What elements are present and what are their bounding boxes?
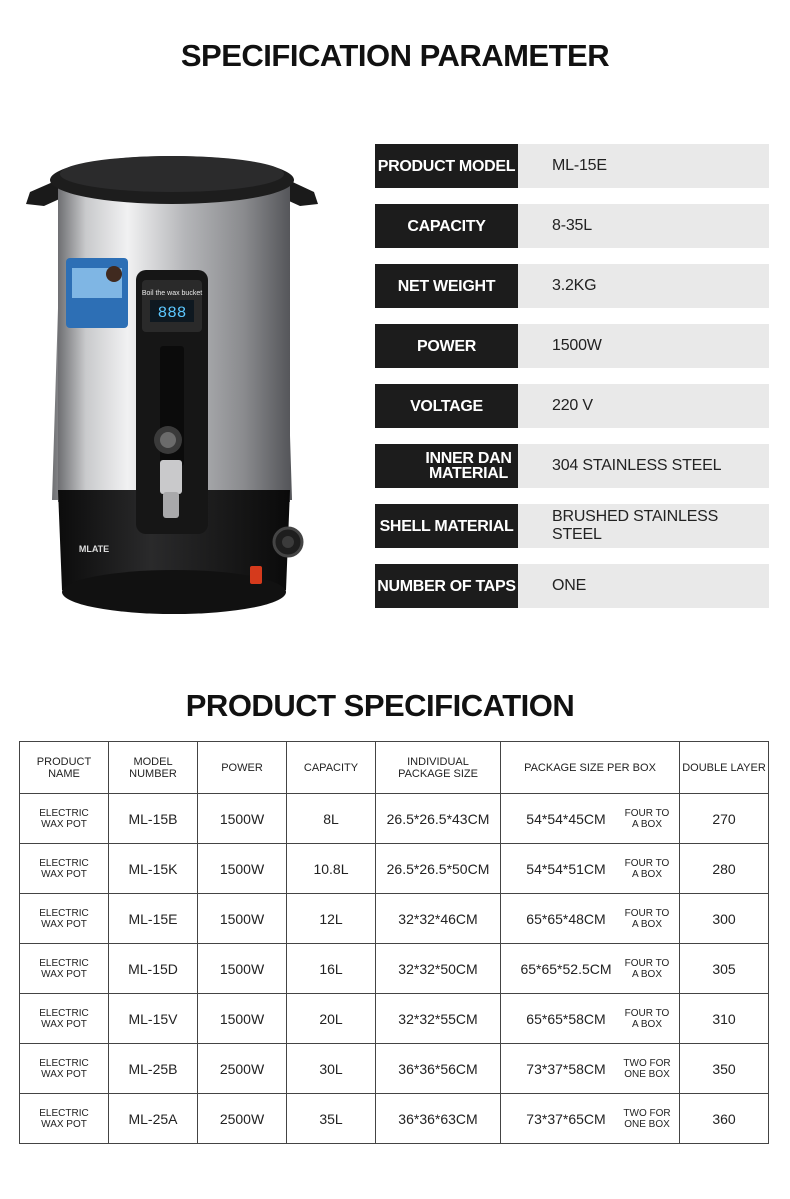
cell-product-name <box>20 894 109 944</box>
cell-capacity: 8L <box>287 794 376 844</box>
cell-package-per-box <box>501 1094 680 1144</box>
cell-power: 2500W <box>198 1094 287 1144</box>
spec-key: PRODUCT MODEL <box>375 144 518 188</box>
header-capacity: CAPACITY <box>287 742 376 794</box>
cell-individual-size: 32*32*50CM <box>376 944 501 994</box>
table-header-row <box>20 742 769 794</box>
cell-individual-size: 26.5*26.5*50CM <box>376 844 501 894</box>
box-size: 65*65*52.5CM <box>520 960 612 977</box>
spec-row <box>375 564 769 608</box>
cell-double-layer: 280 <box>680 844 769 894</box>
cell-capacity: 35L <box>287 1094 376 1144</box>
cell-double-layer: 305 <box>680 944 769 994</box>
cell-power: 1500W <box>198 944 287 994</box>
spec-key: VOLTAGE <box>375 384 518 428</box>
tap-spout <box>160 460 182 494</box>
spec-key: POWER <box>375 324 518 368</box>
units-per-box: FOUR TO A BOX <box>624 1007 670 1030</box>
cell-product-name <box>20 794 109 844</box>
product-spec-table <box>19 741 769 1144</box>
cell-package-per-box <box>501 994 680 1044</box>
units-per-box: FOUR TO A BOX <box>624 807 670 830</box>
cell-model: ML-15B <box>109 794 198 844</box>
cell-power: 1500W <box>198 794 287 844</box>
svg-text:Boil the wax bucket: Boil the wax bucket <box>141 290 203 297</box>
header-double-layer: DOUBLE LAYER <box>680 742 769 794</box>
spec-row <box>375 384 769 428</box>
cell-package-per-box <box>501 894 680 944</box>
header-package-size-per-box: PACKAGE SIZE PER BOX <box>501 742 680 794</box>
header-power: POWER <box>198 742 287 794</box>
spec-value: BRUSHED STAINLESS STEEL <box>518 504 769 548</box>
cell-power: 1500W <box>198 994 287 1044</box>
cell-double-layer: 310 <box>680 994 769 1044</box>
spec-value: 304 STAINLESS STEEL <box>518 444 769 488</box>
wax-pot-image <box>22 140 322 630</box>
cell-product-name <box>20 844 109 894</box>
spec-value: ONE <box>518 564 769 608</box>
cell-model: ML-15K <box>109 844 198 894</box>
product-name-text: ELECTRIC WAX POT <box>39 1057 89 1080</box>
table-row <box>20 794 769 844</box>
svg-text:MLATE: MLATE <box>78 544 110 554</box>
power-switch <box>250 566 262 584</box>
box-size: 73*37*65CM <box>526 1110 606 1127</box>
spec-row <box>375 324 769 368</box>
spec-value: 8-35L <box>518 204 769 248</box>
cell-power: 2500W <box>198 1044 287 1094</box>
svg-text:888: 888 <box>157 304 187 322</box>
cell-double-layer: 270 <box>680 794 769 844</box>
spec-row <box>375 504 769 548</box>
cell-double-layer: 360 <box>680 1094 769 1144</box>
box-size: 54*54*45CM <box>526 810 606 827</box>
spec-row <box>375 204 769 248</box>
cell-model: ML-25B <box>109 1044 198 1094</box>
cell-product-name <box>20 1094 109 1144</box>
cell-product-name <box>20 994 109 1044</box>
cell-model: ML-15E <box>109 894 198 944</box>
cell-package-per-box <box>501 944 680 994</box>
box-size: 54*54*51CM <box>526 860 606 877</box>
product-name-text: ELECTRIC WAX POT <box>39 1107 89 1130</box>
cell-product-name <box>20 944 109 994</box>
spec-key: INNER DAN MATERIAL <box>375 444 562 488</box>
units-per-box: FOUR TO A BOX <box>624 857 670 880</box>
cell-capacity: 12L <box>287 894 376 944</box>
units-per-box: FOUR TO A BOX <box>624 957 670 980</box>
spec-key: NET WEIGHT <box>375 264 518 308</box>
units-per-box: FOUR TO A BOX <box>624 907 670 930</box>
spec-row <box>375 264 769 308</box>
cell-model: ML-15V <box>109 994 198 1044</box>
cell-model: ML-15D <box>109 944 198 994</box>
cell-capacity: 10.8L <box>287 844 376 894</box>
table-row <box>20 844 769 894</box>
cell-individual-size: 36*36*56CM <box>376 1044 501 1094</box>
cell-individual-size: 26.5*26.5*43CM <box>376 794 501 844</box>
table-row <box>20 1044 769 1094</box>
cell-model: ML-25A <box>109 1094 198 1144</box>
product-name-text: ELECTRIC WAX POT <box>39 1007 89 1030</box>
cell-power: 1500W <box>198 894 287 944</box>
product-name-text: ELECTRIC WAX POT <box>39 807 89 830</box>
table-row <box>20 994 769 1044</box>
cell-package-per-box <box>501 1044 680 1094</box>
spec-row <box>375 444 769 488</box>
table-row <box>20 894 769 944</box>
header-individual-package-size: INDIVIDUAL PACKAGE SIZE <box>376 742 501 794</box>
spec-row <box>375 144 769 188</box>
table-row <box>20 1094 769 1144</box>
table-row <box>20 944 769 994</box>
cell-package-per-box <box>501 844 680 894</box>
header-product-name: PRODUCT NAME <box>20 742 109 794</box>
spec-key: SHELL MATERIAL <box>375 504 518 548</box>
units-per-box: TWO FOR ONE BOX <box>623 1057 671 1080</box>
cell-individual-size: 32*32*46CM <box>376 894 501 944</box>
header-model-number: MODEL NUMBER <box>109 742 198 794</box>
product-spec-title: PRODUCT SPECIFICATION <box>185 688 575 723</box>
spec-value: 3.2KG <box>518 264 769 308</box>
box-size: 65*65*48CM <box>526 910 606 927</box>
product-name-text: ELECTRIC WAX POT <box>39 957 89 980</box>
spec-parameter-title: SPECIFICATION PARAMETER <box>180 38 610 73</box>
spec-key: NUMBER OF TAPS <box>375 564 518 608</box>
cell-capacity: 16L <box>287 944 376 994</box>
spec-value: 1500W <box>518 324 769 368</box>
spec-value: 220 V <box>518 384 769 428</box>
product-name-text: ELECTRIC WAX POT <box>39 907 89 930</box>
cell-individual-size: 32*32*55CM <box>376 994 501 1044</box>
product-name-text: ELECTRIC WAX POT <box>39 857 89 880</box>
cell-product-name <box>20 1044 109 1094</box>
box-size: 73*37*58CM <box>526 1060 606 1077</box>
cell-package-per-box <box>501 794 680 844</box>
cell-double-layer: 350 <box>680 1044 769 1094</box>
cell-capacity: 30L <box>287 1044 376 1094</box>
box-size: 65*65*58CM <box>526 1010 606 1027</box>
cell-individual-size: 36*36*63CM <box>376 1094 501 1144</box>
cell-capacity: 20L <box>287 994 376 1044</box>
cell-double-layer: 300 <box>680 894 769 944</box>
spec-value: ML-15E <box>518 144 769 188</box>
spec-key: CAPACITY <box>375 204 518 248</box>
units-per-box: TWO FOR ONE BOX <box>623 1107 671 1130</box>
cell-power: 1500W <box>198 844 287 894</box>
